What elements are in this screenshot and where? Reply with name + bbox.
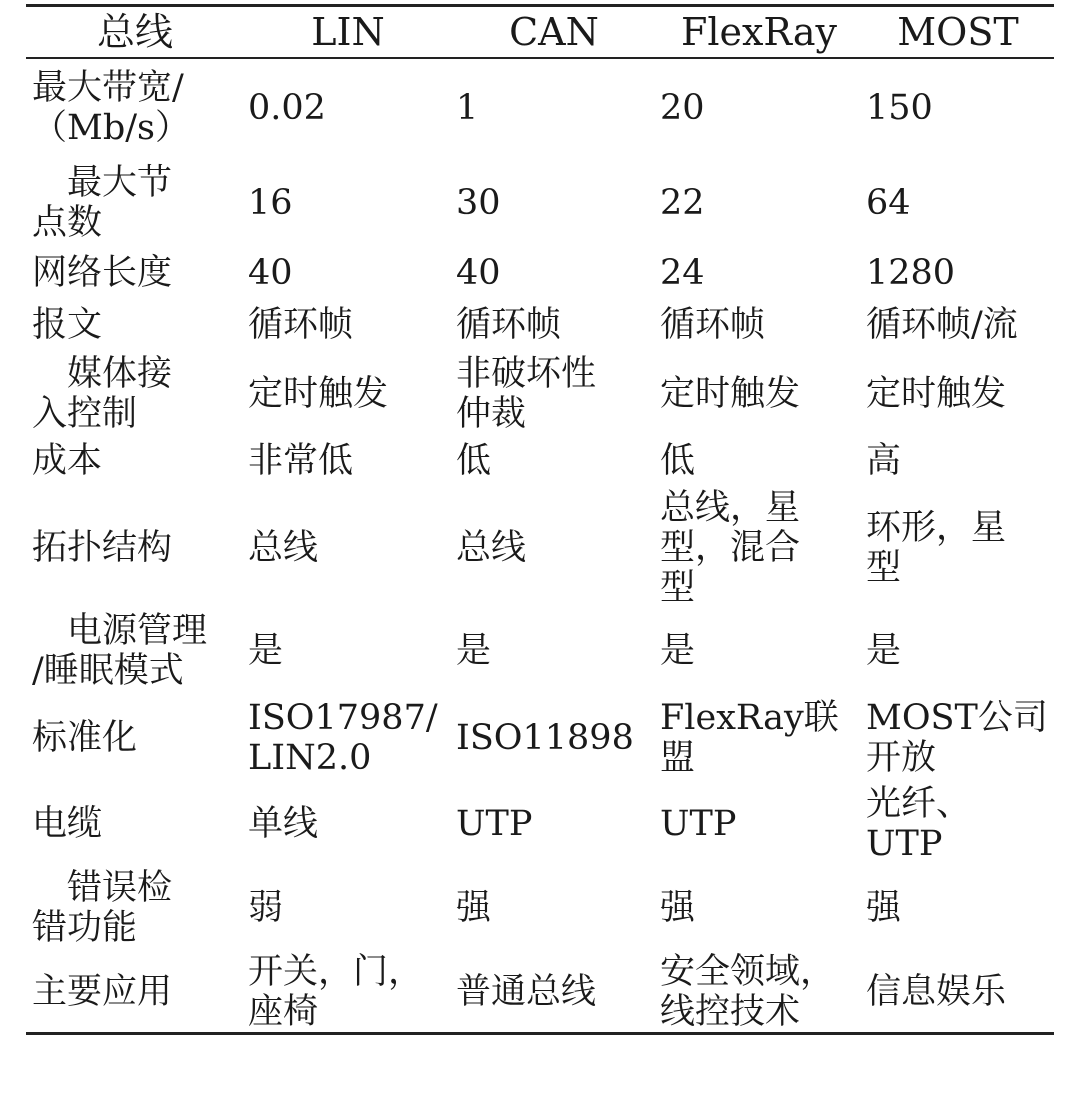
- cell-value-text: 循环帧: [660, 304, 766, 345]
- row-label-text: 报文: [32, 304, 103, 345]
- cell-value-text: 高: [866, 440, 902, 481]
- cell-value-text: 强: [866, 887, 902, 928]
- cell-value-text: 信息娱乐: [866, 971, 1007, 1012]
- cell-value-text: UTP: [456, 803, 533, 844]
- row-label-text: 最大节 点数: [32, 162, 173, 243]
- cell-value-text: 1280: [866, 252, 956, 293]
- cell-value-text: 强: [660, 887, 696, 928]
- cell-value-text: 是: [456, 630, 492, 671]
- cell-can: [452, 58, 656, 158]
- cell-lin: [244, 298, 452, 352]
- table-row: [26, 486, 1054, 610]
- cell-value-text: 40: [456, 252, 501, 293]
- row-label-text: 错误检 错功能: [32, 867, 173, 948]
- cell-lin: [244, 952, 452, 1034]
- cell-can: [452, 784, 656, 864]
- table-row: [26, 298, 1054, 352]
- cell-value-text: 总线: [248, 527, 319, 568]
- row-label-text: 主要应用: [32, 971, 173, 1012]
- row-label-text: 拓扑结构: [32, 527, 173, 568]
- cell-lin: [244, 486, 452, 610]
- cell-can: [452, 158, 656, 248]
- cell-value-text: 循环帧/流: [866, 304, 1018, 345]
- header-cell-flexray: FlexRay: [656, 6, 862, 58]
- cell-value-text: 总线: [456, 527, 527, 568]
- cell-flexray: [656, 864, 862, 952]
- cell-flexray: [656, 58, 862, 158]
- cell-value-text: 16: [248, 182, 293, 223]
- cell-most: [862, 610, 1054, 692]
- cell-value-text: 总线，星 型，混合 型: [660, 487, 801, 608]
- cell-value-text: 安全领域， 线控技术: [660, 951, 836, 1032]
- row-label-cell: [26, 692, 244, 784]
- cell-value-text: 定时触发: [866, 373, 1007, 414]
- table-row: [26, 248, 1054, 298]
- row-label-cell: [26, 864, 244, 952]
- cell-value-text: ISO17987/ LIN2.0: [248, 697, 438, 778]
- cell-value-text: ISO11898: [456, 717, 634, 758]
- table-row: [26, 352, 1054, 436]
- cell-can: [452, 298, 656, 352]
- cell-value-text: 单线: [248, 803, 319, 844]
- cell-lin: [244, 784, 452, 864]
- bus-comparison-table-container: [26, 4, 1054, 1108]
- row-label-text: 电源管理 /睡眠模式: [32, 610, 208, 691]
- table-row: [26, 610, 1054, 692]
- cell-flexray: [656, 486, 862, 610]
- cell-value-text: 强: [456, 887, 492, 928]
- cell-value-text: 40: [248, 252, 293, 293]
- cell-flexray: [656, 298, 862, 352]
- table-row: [26, 784, 1054, 864]
- cell-lin: [244, 248, 452, 298]
- cell-flexray: [656, 610, 862, 692]
- cell-value-text: 开关，门， 座椅: [248, 951, 424, 1032]
- cell-lin: [244, 436, 452, 486]
- row-label-text: 最大带宽/ （Mb/s）: [32, 68, 190, 148]
- cell-can: [452, 864, 656, 952]
- row-label-cell: [26, 58, 244, 158]
- row-label-cell: [26, 610, 244, 692]
- header-cell-lin: LIN: [244, 6, 452, 58]
- cell-flexray: [656, 158, 862, 248]
- cell-value-text: 低: [660, 440, 696, 481]
- cell-flexray: [656, 784, 862, 864]
- cell-value-text: 循环帧: [456, 304, 562, 345]
- cell-value-text: 30: [456, 182, 501, 223]
- cell-most: [862, 58, 1054, 158]
- cell-value-text: 20: [660, 88, 705, 128]
- row-label-cell: [26, 352, 244, 436]
- cell-value-text: 是: [866, 630, 902, 671]
- row-label-cell: [26, 298, 244, 352]
- row-label-cell: [26, 436, 244, 486]
- table-row: [26, 864, 1054, 952]
- cell-lin: [244, 864, 452, 952]
- cell-value-text: 非常低: [248, 440, 354, 481]
- cell-most: [862, 692, 1054, 784]
- cell-value-text: 22: [660, 182, 705, 223]
- header-cell-can: CAN: [452, 6, 656, 58]
- cell-most: [862, 158, 1054, 248]
- cell-lin: [244, 58, 452, 158]
- header-cell-bus: 总线: [26, 6, 244, 58]
- cell-most: [862, 298, 1054, 352]
- cell-value-text: 低: [456, 440, 492, 481]
- cell-value-text: 0.02: [248, 88, 326, 128]
- cell-value-text: 光纤、 UTP: [866, 783, 972, 864]
- table-row: [26, 952, 1054, 1034]
- cell-value-text: 是: [248, 630, 284, 671]
- header-cell-most: MOST: [862, 6, 1054, 58]
- cell-can: [452, 486, 656, 610]
- cell-lin: [244, 352, 452, 436]
- cell-flexray: [656, 352, 862, 436]
- cell-value-text: 非破坏性 仲裁: [456, 353, 597, 434]
- cell-value-text: 定时触发: [660, 373, 801, 414]
- cell-value-text: 弱: [248, 887, 284, 928]
- cell-can: [452, 952, 656, 1034]
- row-label-text: 成本: [32, 440, 103, 481]
- cell-value-text: 64: [866, 182, 911, 223]
- cell-value-text: MOST公司 开放: [866, 697, 1048, 778]
- cell-most: [862, 952, 1054, 1034]
- cell-flexray: [656, 692, 862, 784]
- cell-value-text: 1: [456, 88, 479, 128]
- cell-value-text: 循环帧: [248, 304, 354, 345]
- cell-most: [862, 784, 1054, 864]
- cell-value-text: FlexRay联 盟: [660, 697, 839, 778]
- cell-can: [452, 352, 656, 436]
- row-label-cell: [26, 486, 244, 610]
- cell-value-text: 环形，星 型: [866, 507, 1007, 588]
- cell-lin: [244, 610, 452, 692]
- cell-can: [452, 692, 656, 784]
- row-label-cell: [26, 158, 244, 248]
- cell-most: [862, 436, 1054, 486]
- cell-most: [862, 352, 1054, 436]
- bus-comparison-table: [26, 4, 1054, 1035]
- header-row: [26, 6, 1054, 58]
- cell-value-text: UTP: [660, 803, 737, 844]
- row-label-cell: [26, 784, 244, 864]
- cell-flexray: [656, 952, 862, 1034]
- cell-most: [862, 248, 1054, 298]
- cell-value-text: 150: [866, 88, 933, 128]
- cell-value-text: 24: [660, 252, 705, 293]
- row-label-text: 网络长度: [32, 252, 173, 293]
- cell-lin: [244, 692, 452, 784]
- table-row: [26, 692, 1054, 784]
- table-header: [26, 6, 1054, 58]
- cell-can: [452, 248, 656, 298]
- cell-flexray: [656, 248, 862, 298]
- cell-can: [452, 436, 656, 486]
- cell-value-text: 是: [660, 630, 696, 671]
- cell-can: [452, 610, 656, 692]
- cell-most: [862, 486, 1054, 610]
- table-row: [26, 158, 1054, 248]
- cell-value-text: 定时触发: [248, 373, 389, 414]
- row-label-cell: [26, 248, 244, 298]
- table-row: [26, 58, 1054, 158]
- row-label-text: 标准化: [32, 717, 138, 758]
- table-row: [26, 436, 1054, 486]
- cell-value-text: 普通总线: [456, 971, 597, 1012]
- row-label-cell: [26, 952, 244, 1034]
- row-label-text: 电缆: [32, 803, 103, 844]
- row-label-text: 媒体接 入控制: [32, 353, 173, 434]
- cell-lin: [244, 158, 452, 248]
- cell-flexray: [656, 436, 862, 486]
- cell-most: [862, 864, 1054, 952]
- table-body: [26, 58, 1054, 1034]
